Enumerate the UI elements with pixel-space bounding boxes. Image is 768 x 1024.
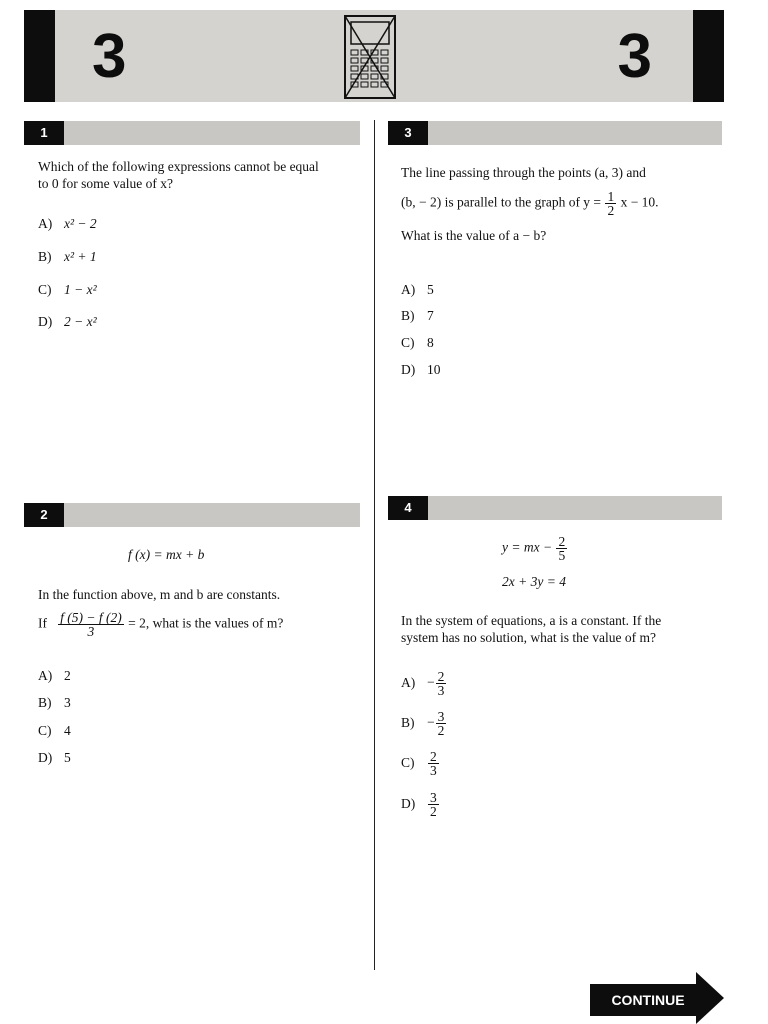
q2-option-a[interactable]: A) 2 — [38, 668, 71, 683]
question-number: 1 — [24, 121, 64, 145]
section-number-left: 3 — [92, 22, 127, 91]
question-number: 2 — [24, 503, 64, 527]
q3-line-1: The line passing through the points (a, 3) and — [401, 165, 646, 180]
continue-label: CONTINUE — [611, 992, 685, 1008]
question-1-stem — [38, 158, 368, 192]
section-number-right: 3 — [617, 22, 652, 91]
question-number: 4 — [388, 496, 428, 520]
q3-option-c[interactable]: C) 8 — [401, 335, 434, 350]
q3-option-a[interactable]: A) 5 — [401, 282, 434, 297]
question-number: 3 — [388, 121, 428, 145]
calculator-crossed-icon — [342, 14, 398, 100]
q2-condition: If $\frac{f (5) - f (2)}{3}$ = 2, what is the values of m? — [38, 610, 284, 639]
q3-option-b[interactable]: B) 7 — [401, 308, 434, 323]
q4-option-d[interactable]: D) $\frac{3}{2}$ — [401, 790, 437, 819]
header-left-block — [24, 10, 55, 102]
q4-line-1: In the system of equations, a is a constant. If the — [401, 613, 662, 628]
question-2-bar — [24, 503, 360, 527]
q4-option-a[interactable]: A) − $\frac{2}{3}$ — [401, 669, 445, 698]
q2-option-d[interactable]: D) 5 — [38, 750, 71, 765]
q4-option-b[interactable]: B) − $\frac{3}{2}$ — [401, 709, 445, 738]
q3-slope-fraction: $\frac{1}{2}$ — [607, 189, 615, 218]
q2-line-1: In the function above, m and b are constants. — [38, 587, 281, 602]
q2-equation: f (x) = mx + b — [128, 547, 205, 562]
q4-eq-fraction: $\frac{2}{5}$ — [558, 534, 566, 563]
q4-line-2: system has no solution, what is the value of m? — [401, 630, 656, 645]
q3-line-2: (b, − 2) is parallel to the graph of y = $\frac{1}{2}$ x − 10. — [401, 189, 659, 218]
q3-line-3: What is the value of a − b? — [401, 228, 547, 243]
q1-option-d[interactable]: D) 2 − x² — [38, 314, 97, 329]
q4-stem — [401, 612, 661, 646]
q2-option-c[interactable]: C) 4 — [38, 723, 71, 738]
question-1-bar — [24, 121, 360, 145]
column-divider — [374, 120, 375, 970]
q4-option-c[interactable]: C) $\frac{2}{3}$ — [401, 749, 437, 778]
q3-option-d[interactable]: D) 10 — [401, 362, 441, 377]
q4-equation-2: 2x + 3y = 4 — [502, 574, 566, 589]
q2-fraction: $\frac{f (5) - f (2)}{3}$ — [60, 610, 122, 639]
q1-line-2: to 0 for some value of x? — [38, 176, 173, 191]
arrow-right-icon — [696, 972, 724, 1024]
q4-equation-1: y = mx − $\frac{2}{5}$ — [502, 534, 566, 563]
q2-option-b[interactable]: B) 3 — [38, 695, 71, 710]
section-header — [24, 10, 724, 102]
q1-line-1: Which of the following expressions cannot be equal — [38, 159, 319, 174]
q1-option-b[interactable]: B) x² + 1 — [38, 249, 97, 264]
q1-option-c[interactable]: C) 1 − x² — [38, 282, 97, 297]
q1-option-a[interactable]: A) x² − 2 — [38, 216, 97, 231]
question-4-bar — [388, 496, 722, 520]
question-3-bar — [388, 121, 722, 145]
header-right-block — [693, 10, 724, 102]
